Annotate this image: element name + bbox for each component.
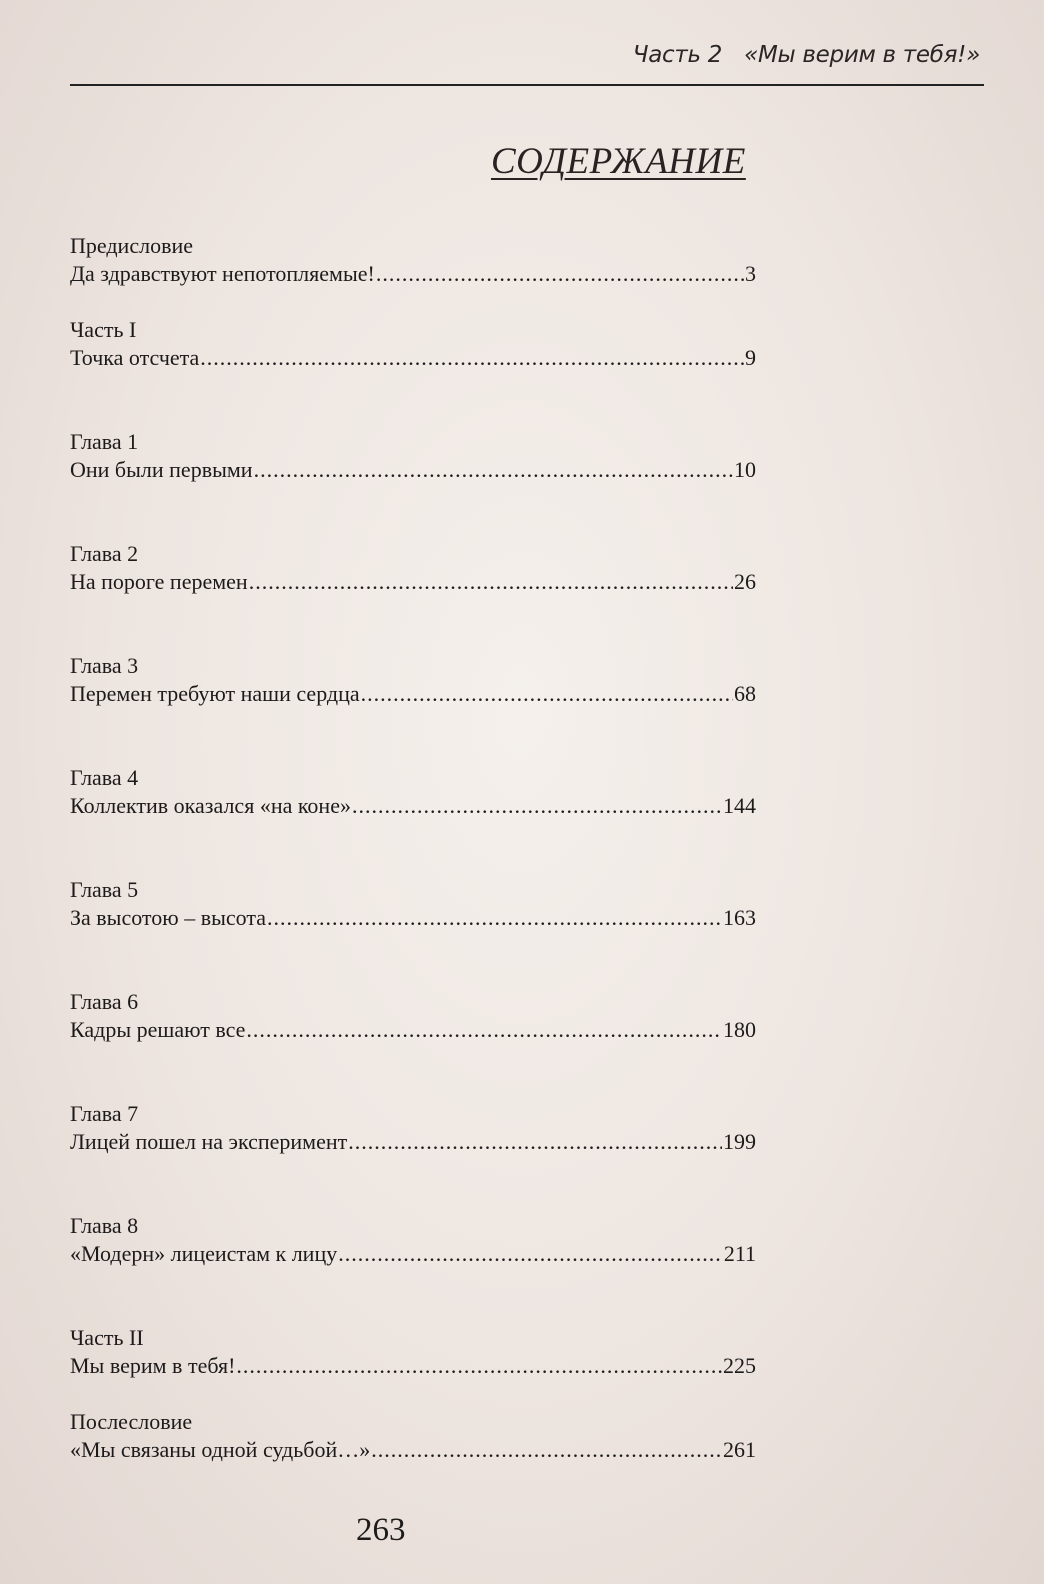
toc-entry-chapter-1[interactable] [70,428,756,484]
running-header-title: «Мы верим в тебя!» [744,42,980,68]
toc-entry-page: 3 [745,261,756,286]
toc-dot-leader [236,1352,722,1380]
toc-entry-line [70,792,756,820]
toc-dot-leader [254,456,733,484]
toc-entry-label: Часть I [70,317,137,342]
toc-entry-line [70,1352,756,1380]
toc-entry-label: Предисловие [70,233,193,258]
toc-entry-line [70,456,756,484]
toc-entry-line [70,260,756,288]
toc-entry-line [70,680,756,708]
toc-entry-chapter-3[interactable] [70,652,756,708]
toc-entry-chapter-2[interactable] [70,540,756,596]
toc-dot-leader [352,792,722,820]
toc-dot-leader [348,1128,722,1156]
toc-entry-line [70,1240,756,1268]
toc-entry-line [70,1016,756,1044]
toc-entry-page: 9 [745,345,756,370]
toc-entry-label: Послесловие [70,1409,193,1434]
toc-entry-name: Лицей пошел на эксперимент [70,1129,348,1154]
toc-entry-label: Глава 8 [70,1213,139,1238]
toc-entry-name: Да здравствуют непотопляемые! [70,261,375,286]
toc-entry-line [70,568,756,596]
toc-entry-label: Глава 7 [70,1101,139,1126]
toc-entry-chapter-7[interactable] [70,1100,756,1156]
toc-entry-name: На пороге перемен [70,569,248,594]
toc-dot-leader [361,680,733,708]
toc-entry-chapter-5[interactable] [70,876,756,932]
toc-entry-page: 199 [723,1129,756,1154]
toc-entry-name: Коллектив оказался «на коне» [70,793,351,818]
toc-entry-label: Глава 5 [70,877,139,902]
toc-entry-chapter-4[interactable] [70,764,756,820]
page-number: 263 [356,1512,406,1548]
toc-entry-line [70,1436,756,1464]
toc-entry-name: Перемен требуют наши сердца [70,681,360,706]
toc-entry-page: 10 [734,457,756,482]
running-header [70,40,984,86]
running-header-text [633,42,980,68]
toc-entry-page: 261 [723,1437,756,1462]
toc-entry-label: Часть II [70,1325,144,1350]
toc-entry-afterword[interactable] [70,1408,756,1464]
toc-entry-page: 144 [723,793,756,818]
toc-entry-page: 163 [723,905,756,930]
toc-entry-foreword[interactable] [70,232,756,288]
toc-entry-line [70,344,756,372]
toc-entry-page: 225 [723,1353,756,1378]
toc-dot-leader [371,1436,722,1464]
toc-entry-page: 211 [723,1241,756,1266]
toc-entry-chapter-6[interactable] [70,988,756,1044]
toc-entry-label: Глава 2 [70,541,139,566]
toc-entry-label: Глава 6 [70,989,139,1014]
toc-dot-leader [338,1240,723,1268]
toc-entry-page: 68 [734,681,756,706]
toc-entry-part-2[interactable] [70,1324,756,1380]
running-header-part: Часть 2 [632,42,723,68]
toc-entry-name: Они были первыми [70,457,253,482]
toc-dot-leader [246,1016,722,1044]
toc-dot-leader [200,344,744,372]
toc-entry-page: 26 [734,569,756,594]
toc-entry-name: Кадры решают все [70,1017,246,1042]
toc-entry-name: Точка отсчета [70,345,200,370]
toc-entry-name: Мы верим в тебя! [70,1353,236,1378]
toc-entry-page: 180 [723,1017,756,1042]
toc-entry-chapter-8[interactable] [70,1212,756,1268]
toc-entry-label: Глава 3 [70,653,139,678]
toc-entry-name: «Мы связаны одной судьбой…» [70,1437,371,1462]
toc-title: СОДЕРЖАНИЕ [491,141,746,182]
toc-dot-leader [249,568,733,596]
toc-entry-label: Глава 4 [70,765,139,790]
toc-entry-line [70,1128,756,1156]
toc-entry-line [70,904,756,932]
toc-entry-name: За высотою – высота [70,905,266,930]
toc-dot-leader [267,904,722,932]
toc-entry-label: Глава 1 [70,429,139,454]
toc-entry-name: «Модерн» лицеистам к лицу [70,1241,338,1266]
toc-entry-part-1[interactable] [70,316,756,372]
toc-dot-leader [376,260,744,288]
